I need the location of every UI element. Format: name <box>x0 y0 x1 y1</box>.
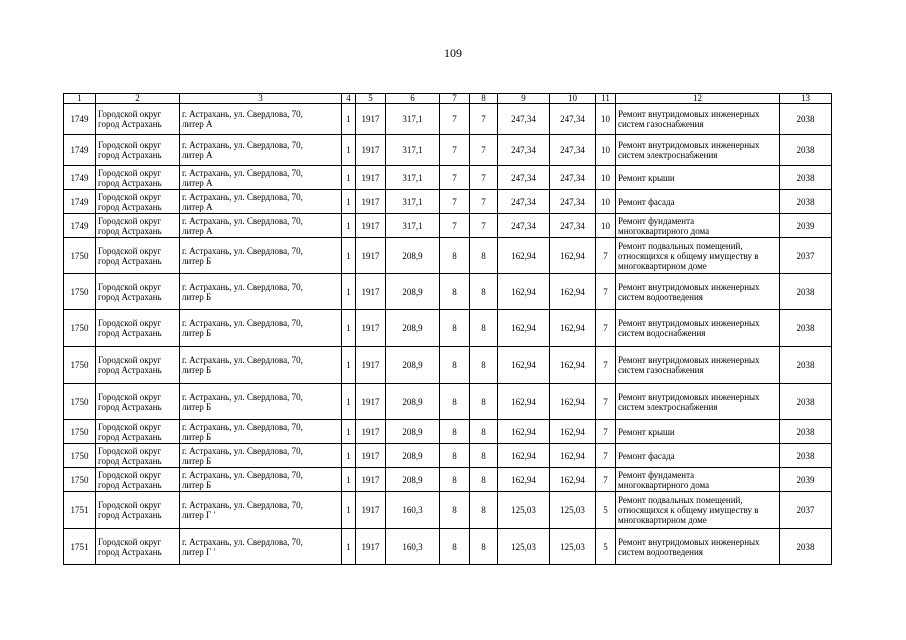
cell-col-8: 8 <box>470 238 498 274</box>
cell-buildings-count: 1 <box>342 310 356 347</box>
cell-col-10: 162,94 <box>550 347 596 384</box>
cell-col-8: 8 <box>470 274 498 310</box>
cell-build-year: 1917 <box>356 347 386 384</box>
cell-area: 317,1 <box>386 135 440 166</box>
cell-planned-year: 2038 <box>780 347 832 384</box>
cell-area: 317,1 <box>386 190 440 214</box>
cell-col-7: 8 <box>440 274 470 310</box>
cell-col-10: 125,03 <box>550 529 596 565</box>
cell-col-8: 8 <box>470 468 498 492</box>
cell-col-9: 247,34 <box>498 190 550 214</box>
cell-buildings-count: 1 <box>342 444 356 468</box>
cell-col-7: 8 <box>440 420 470 444</box>
cell-address: г. Астрахань, ул. Свердлова, 70, литер А <box>180 104 342 135</box>
table-row <box>64 347 832 384</box>
cell-col-9: 125,03 <box>498 529 550 565</box>
column-header: 13 <box>780 94 832 104</box>
cell-col-7: 7 <box>440 190 470 214</box>
cell-col-9: 162,94 <box>498 468 550 492</box>
cell-address: г. Астрахань, ул. Свердлова, 70, литер А <box>180 166 342 190</box>
cell-col-7: 8 <box>440 444 470 468</box>
cell-row-number: 1750 <box>64 420 96 444</box>
cell-col-10: 247,34 <box>550 214 596 238</box>
cell-address: г. Астрахань, ул. Свердлова, 70, литер А <box>180 214 342 238</box>
cell-col-11: 5 <box>596 492 616 529</box>
table-row <box>64 492 832 529</box>
cell-col-11: 7 <box>596 468 616 492</box>
cell-address: г. Астрахань, ул. Свердлова, 70, литер Б <box>180 347 342 384</box>
cell-col-8: 8 <box>470 444 498 468</box>
cell-municipality: Городской округ город Астрахань <box>96 166 180 190</box>
cell-col-7: 8 <box>440 238 470 274</box>
page-number: 109 <box>444 46 462 60</box>
cell-col-7: 7 <box>440 135 470 166</box>
cell-col-9: 162,94 <box>498 274 550 310</box>
cell-row-number: 1749 <box>64 135 96 166</box>
cell-work-type: Ремонт внутридомовых инженерных систем газоснабжения <box>616 104 780 135</box>
cell-buildings-count: 1 <box>342 104 356 135</box>
column-header: 9 <box>498 94 550 104</box>
cell-planned-year: 2039 <box>780 214 832 238</box>
cell-col-9: 162,94 <box>498 384 550 420</box>
cell-col-10: 162,94 <box>550 384 596 420</box>
cell-col-7: 8 <box>440 492 470 529</box>
cell-build-year: 1917 <box>356 384 386 420</box>
cell-col-8: 7 <box>470 166 498 190</box>
cell-col-7: 7 <box>440 166 470 190</box>
cell-row-number: 1749 <box>64 166 96 190</box>
cell-col-8: 7 <box>470 135 498 166</box>
cell-area: 317,1 <box>386 104 440 135</box>
table-row <box>64 104 832 135</box>
column-header: 6 <box>386 94 440 104</box>
cell-row-number: 1749 <box>64 190 96 214</box>
cell-col-8: 8 <box>470 310 498 347</box>
table-row <box>64 190 832 214</box>
table-row <box>64 384 832 420</box>
cell-col-11: 7 <box>596 310 616 347</box>
cell-col-7: 8 <box>440 529 470 565</box>
cell-col-9: 162,94 <box>498 238 550 274</box>
cell-municipality: Городской округ город Астрахань <box>96 529 180 565</box>
cell-col-8: 8 <box>470 347 498 384</box>
cell-col-11: 7 <box>596 238 616 274</box>
cell-row-number: 1750 <box>64 238 96 274</box>
cell-build-year: 1917 <box>356 104 386 135</box>
cell-planned-year: 2038 <box>780 274 832 310</box>
column-header: 10 <box>550 94 596 104</box>
cell-work-type: Ремонт внутридомовых инженерных систем электроснабжения <box>616 135 780 166</box>
cell-row-number: 1750 <box>64 444 96 468</box>
cell-buildings-count: 1 <box>342 384 356 420</box>
cell-work-type: Ремонт внутридомовых инженерных систем водоотведения <box>616 529 780 565</box>
cell-col-7: 8 <box>440 310 470 347</box>
cell-col-9: 247,34 <box>498 135 550 166</box>
cell-row-number: 1750 <box>64 347 96 384</box>
cell-area: 208,9 <box>386 310 440 347</box>
cell-buildings-count: 1 <box>342 347 356 384</box>
table-row <box>64 214 832 238</box>
cell-planned-year: 2037 <box>780 238 832 274</box>
cell-municipality: Городской округ город Астрахань <box>96 274 180 310</box>
cell-planned-year: 2038 <box>780 310 832 347</box>
cell-build-year: 1917 <box>356 238 386 274</box>
cell-address: г. Астрахань, ул. Свердлова, 70, литер Б <box>180 274 342 310</box>
cell-planned-year: 2038 <box>780 529 832 565</box>
cell-row-number: 1749 <box>64 214 96 238</box>
cell-build-year: 1917 <box>356 529 386 565</box>
cell-build-year: 1917 <box>356 444 386 468</box>
cell-work-type: Ремонт фасада <box>616 444 780 468</box>
column-header: 2 <box>96 94 180 104</box>
table-row <box>64 310 832 347</box>
table-row <box>64 274 832 310</box>
cell-address: г. Астрахань, ул. Свердлова, 70, литер Б <box>180 468 342 492</box>
cell-col-8: 8 <box>470 384 498 420</box>
cell-area: 208,9 <box>386 384 440 420</box>
cell-address: г. Астрахань, ул. Свердлова, 70, литер Б <box>180 310 342 347</box>
cell-col-11: 7 <box>596 347 616 384</box>
cell-row-number: 1750 <box>64 310 96 347</box>
cell-area: 208,9 <box>386 274 440 310</box>
table-row <box>64 420 832 444</box>
cell-col-10: 162,94 <box>550 238 596 274</box>
cell-row-number: 1751 <box>64 492 96 529</box>
cell-col-8: 7 <box>470 104 498 135</box>
cell-address: г. Астрахань, ул. Свердлова, 70, литер А <box>180 135 342 166</box>
cell-municipality: Городской округ город Астрахань <box>96 420 180 444</box>
cell-planned-year: 2038 <box>780 135 832 166</box>
cell-area: 208,9 <box>386 468 440 492</box>
cell-build-year: 1917 <box>356 214 386 238</box>
cell-buildings-count: 1 <box>342 135 356 166</box>
column-header: 5 <box>356 94 386 104</box>
cell-col-11: 10 <box>596 190 616 214</box>
cell-col-9: 162,94 <box>498 347 550 384</box>
cell-address: г. Астрахань, ул. Свердлова, 70, литер Б <box>180 238 342 274</box>
cell-buildings-count: 1 <box>342 238 356 274</box>
cell-municipality: Городской округ город Астрахань <box>96 384 180 420</box>
cell-col-10: 247,34 <box>550 104 596 135</box>
cell-planned-year: 2038 <box>780 166 832 190</box>
table-header-row <box>64 94 832 104</box>
table-row <box>64 468 832 492</box>
column-header: 4 <box>342 94 356 104</box>
cell-work-type: Ремонт внутридомовых инженерных систем водоотведения <box>616 274 780 310</box>
cell-municipality: Городской округ город Астрахань <box>96 190 180 214</box>
cell-col-10: 247,34 <box>550 166 596 190</box>
cell-col-9: 162,94 <box>498 310 550 347</box>
cell-work-type: Ремонт внутридомовых инженерных систем водоснабжения <box>616 310 780 347</box>
cell-col-10: 162,94 <box>550 420 596 444</box>
cell-buildings-count: 1 <box>342 190 356 214</box>
cell-area: 317,1 <box>386 166 440 190</box>
repair-schedule-table <box>63 93 832 565</box>
cell-col-8: 7 <box>470 190 498 214</box>
cell-address: г. Астрахань, ул. Свердлова, 70, литер А <box>180 190 342 214</box>
cell-col-11: 10 <box>596 214 616 238</box>
cell-col-7: 8 <box>440 347 470 384</box>
table-row <box>64 529 832 565</box>
cell-area: 208,9 <box>386 238 440 274</box>
cell-work-type: Ремонт внутридомовых инженерных систем газоснабжения <box>616 347 780 384</box>
cell-municipality: Городской округ город Астрахань <box>96 468 180 492</box>
cell-buildings-count: 1 <box>342 468 356 492</box>
cell-col-8: 7 <box>470 214 498 238</box>
table-row <box>64 166 832 190</box>
cell-build-year: 1917 <box>356 190 386 214</box>
cell-col-7: 8 <box>440 384 470 420</box>
column-header: 11 <box>596 94 616 104</box>
cell-buildings-count: 1 <box>342 492 356 529</box>
cell-col-8: 8 <box>470 420 498 444</box>
cell-address: г. Астрахань, ул. Свердлова, 70, литер Б <box>180 444 342 468</box>
cell-area: 208,9 <box>386 347 440 384</box>
cell-area: 317,1 <box>386 214 440 238</box>
cell-buildings-count: 1 <box>342 529 356 565</box>
cell-col-7: 8 <box>440 468 470 492</box>
cell-build-year: 1917 <box>356 310 386 347</box>
cell-col-9: 247,34 <box>498 104 550 135</box>
cell-col-11: 7 <box>596 274 616 310</box>
cell-municipality: Городской округ город Астрахань <box>96 135 180 166</box>
cell-area: 160,3 <box>386 492 440 529</box>
cell-planned-year: 2037 <box>780 492 832 529</box>
cell-work-type: Ремонт крыши <box>616 166 780 190</box>
cell-buildings-count: 1 <box>342 166 356 190</box>
cell-col-11: 10 <box>596 166 616 190</box>
cell-work-type: Ремонт крыши <box>616 420 780 444</box>
cell-municipality: Городской округ город Астрахань <box>96 347 180 384</box>
cell-build-year: 1917 <box>356 166 386 190</box>
cell-work-type: Ремонт подвальных помещений, относящихся к общему имуществу в многоквартирном доме <box>616 238 780 274</box>
cell-col-7: 7 <box>440 214 470 238</box>
cell-address: г. Астрахань, ул. Свердлова, 70, литер Б <box>180 384 342 420</box>
cell-row-number: 1750 <box>64 384 96 420</box>
cell-planned-year: 2038 <box>780 104 832 135</box>
cell-col-11: 7 <box>596 420 616 444</box>
cell-col-10: 247,34 <box>550 135 596 166</box>
cell-col-9: 125,03 <box>498 492 550 529</box>
cell-planned-year: 2038 <box>780 384 832 420</box>
cell-planned-year: 2038 <box>780 420 832 444</box>
cell-col-11: 7 <box>596 384 616 420</box>
cell-planned-year: 2039 <box>780 468 832 492</box>
cell-col-10: 247,34 <box>550 190 596 214</box>
cell-col-9: 162,94 <box>498 444 550 468</box>
column-header: 7 <box>440 94 470 104</box>
cell-col-11: 10 <box>596 104 616 135</box>
cell-buildings-count: 1 <box>342 274 356 310</box>
cell-work-type: Ремонт подвальных помещений, относящихся к общему имуществу в многоквартирном доме <box>616 492 780 529</box>
cell-planned-year: 2038 <box>780 444 832 468</box>
cell-municipality: Городской округ город Астрахань <box>96 214 180 238</box>
cell-build-year: 1917 <box>356 468 386 492</box>
cell-col-10: 162,94 <box>550 444 596 468</box>
column-header: 8 <box>470 94 498 104</box>
cell-planned-year: 2038 <box>780 190 832 214</box>
column-header: 1 <box>64 94 96 104</box>
cell-col-10: 162,94 <box>550 274 596 310</box>
cell-buildings-count: 1 <box>342 420 356 444</box>
cell-col-8: 8 <box>470 492 498 529</box>
cell-row-number: 1749 <box>64 104 96 135</box>
cell-municipality: Городской округ город Астрахань <box>96 444 180 468</box>
cell-col-10: 162,94 <box>550 310 596 347</box>
cell-municipality: Городской округ город Астрахань <box>96 492 180 529</box>
cell-address: г. Астрахань, ул. Свердлова, 70, литер Г ' <box>180 492 342 529</box>
cell-municipality: Городской округ город Астрахань <box>96 310 180 347</box>
cell-col-9: 247,34 <box>498 166 550 190</box>
cell-municipality: Городской округ город Астрахань <box>96 238 180 274</box>
cell-work-type: Ремонт внутридомовых инженерных систем электроснабжения <box>616 384 780 420</box>
cell-col-9: 162,94 <box>498 420 550 444</box>
cell-col-10: 162,94 <box>550 468 596 492</box>
cell-col-11: 7 <box>596 444 616 468</box>
cell-build-year: 1917 <box>356 492 386 529</box>
cell-col-10: 125,03 <box>550 492 596 529</box>
cell-municipality: Городской округ город Астрахань <box>96 104 180 135</box>
cell-build-year: 1917 <box>356 420 386 444</box>
table-row <box>64 444 832 468</box>
cell-area: 160,3 <box>386 529 440 565</box>
cell-buildings-count: 1 <box>342 214 356 238</box>
cell-work-type: Ремонт фундамента многоквартирного дома <box>616 214 780 238</box>
cell-row-number: 1751 <box>64 529 96 565</box>
cell-address: г. Астрахань, ул. Свердлова, 70, литер Б <box>180 420 342 444</box>
cell-area: 208,9 <box>386 420 440 444</box>
cell-col-8: 8 <box>470 529 498 565</box>
cell-area: 208,9 <box>386 444 440 468</box>
cell-col-9: 247,34 <box>498 214 550 238</box>
column-header: 3 <box>180 94 342 104</box>
cell-build-year: 1917 <box>356 135 386 166</box>
cell-address: г. Астрахань, ул. Свердлова, 70, литер Г ' <box>180 529 342 565</box>
table-row <box>64 135 832 166</box>
cell-row-number: 1750 <box>64 468 96 492</box>
cell-col-7: 7 <box>440 104 470 135</box>
cell-work-type: Ремонт фундамента многоквартирного дома <box>616 468 780 492</box>
cell-col-11: 5 <box>596 529 616 565</box>
cell-col-11: 10 <box>596 135 616 166</box>
cell-row-number: 1750 <box>64 274 96 310</box>
column-header: 12 <box>616 94 780 104</box>
cell-build-year: 1917 <box>356 274 386 310</box>
table-row <box>64 238 832 274</box>
cell-work-type: Ремонт фасада <box>616 190 780 214</box>
